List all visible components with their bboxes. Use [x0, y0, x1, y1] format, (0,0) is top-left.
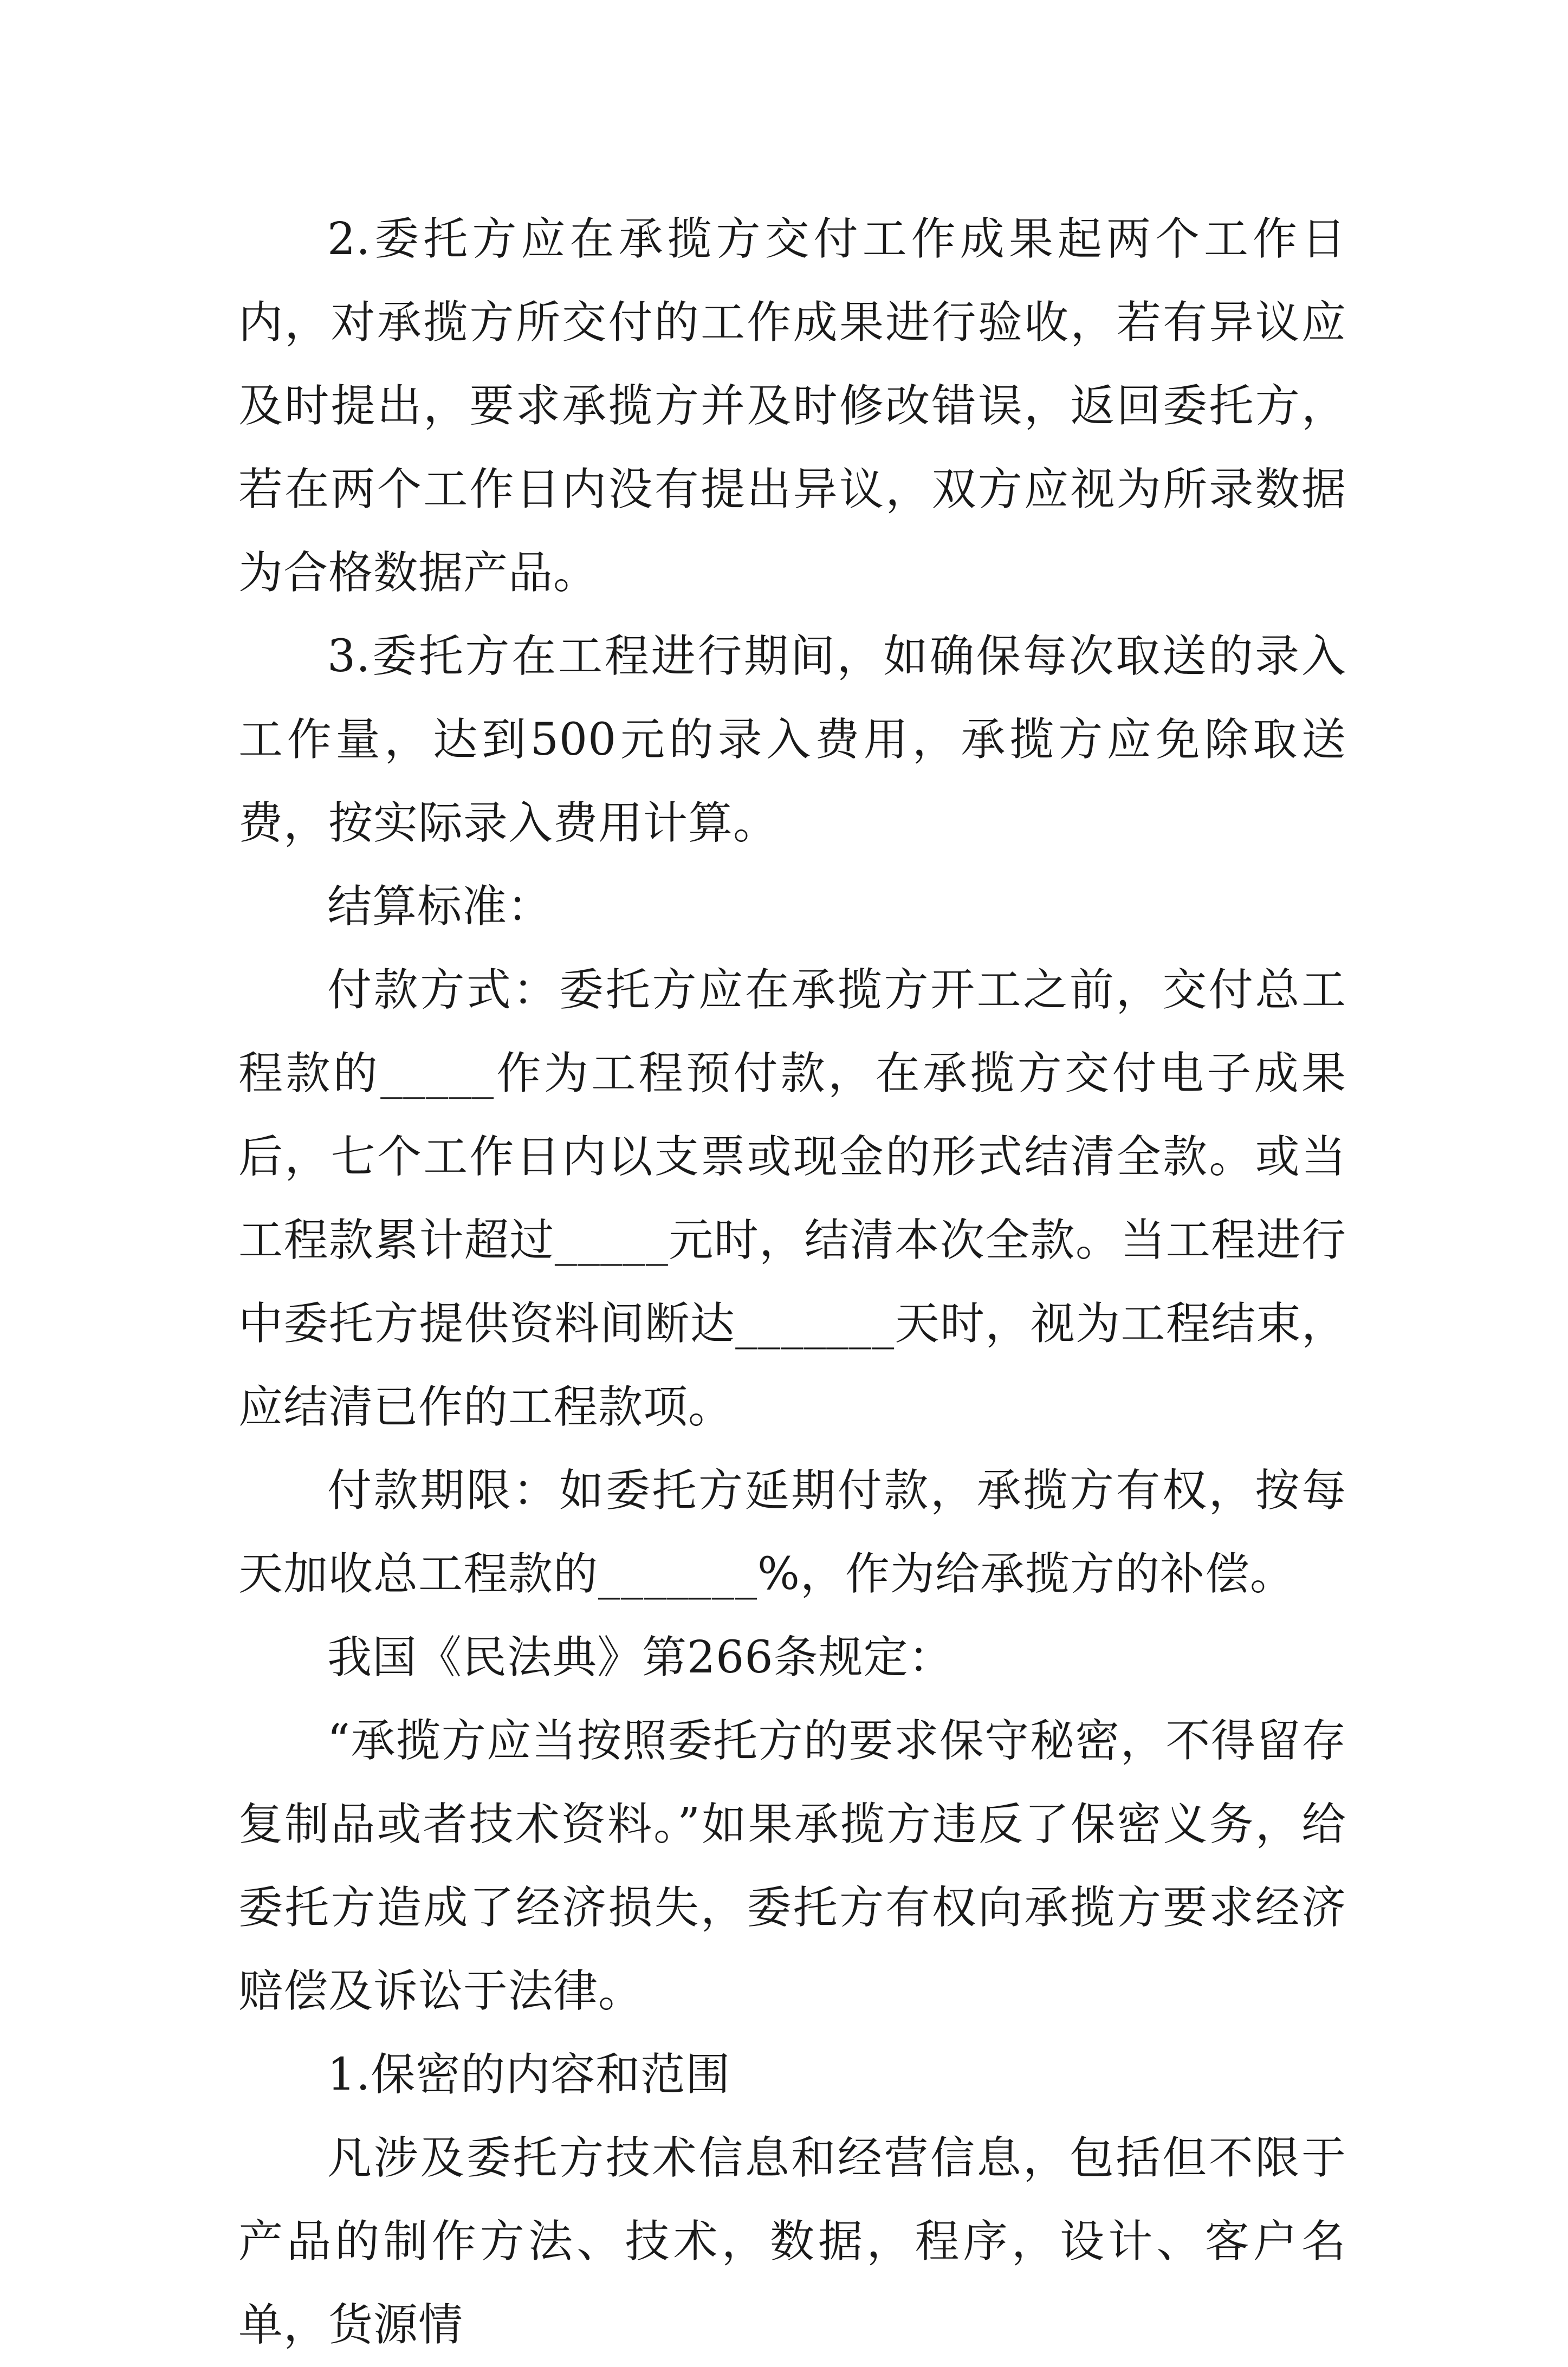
- paragraph-payment-term: 付款期限：如委托方延期付款，承揽方有权，按每天加收总工程款的_______%，作为给承揽方的补偿。: [238, 1465, 1346, 1600]
- paragraph-confidentiality-quote: “承揽方应当按照委托方的要求保守秘密，不得留存复制品或者技术资料。”如果承揽方违反了保密义务，给委托方造成了经济损失，委托方有权向承揽方要求经济赔偿及诉讼于法律。: [238, 1715, 1346, 2017]
- paragraph-confidentiality-scope-heading: 1.保密的内容和范围: [327, 2049, 731, 2100]
- document-body: [238, 198, 1346, 2367]
- paragraph-acceptance: 2.委托方应在承揽方交付工作成果起两个工作日内，对承揽方所交付的工作成果进行验收，若有异议应及时提出，要求承揽方并及时修改错误，返回委托方，若在两个工作日内没有提出异议，双方应视为所录数据为合格数据产品。: [238, 213, 1346, 599]
- paragraph-delivery-fee: 3.委托方在工程进行期间，如确保每次取送的录入工作量，达到500元的录入费用，承揽方应免除取送费，按实际录入费用计算。: [238, 631, 1346, 849]
- paragraph-confidentiality-scope: 凡涉及委托方技术信息和经营信息，包括但不限于产品的制作方法、技术，数据，程序，设计、客户名单，货源情: [238, 2132, 1346, 2351]
- paragraph-settlement-heading: 结算标准：: [327, 881, 553, 932]
- paragraph-payment-method: 付款方式：委托方应在承揽方开工之前，交付总工程款的_____作为工程预付款，在承揽方交付电子成果后，七个工作日内以支票或现金的形式结清全款。或当工程款累计超过_____元时，结清本次全款。当工程进行中委托方提供资料间断达_______天时，视为工程结束，应结清已作的工程款项。: [238, 964, 1346, 1433]
- paragraph-civil-code-reference: 我国《民法典》第266条规定：: [327, 1632, 954, 1683]
